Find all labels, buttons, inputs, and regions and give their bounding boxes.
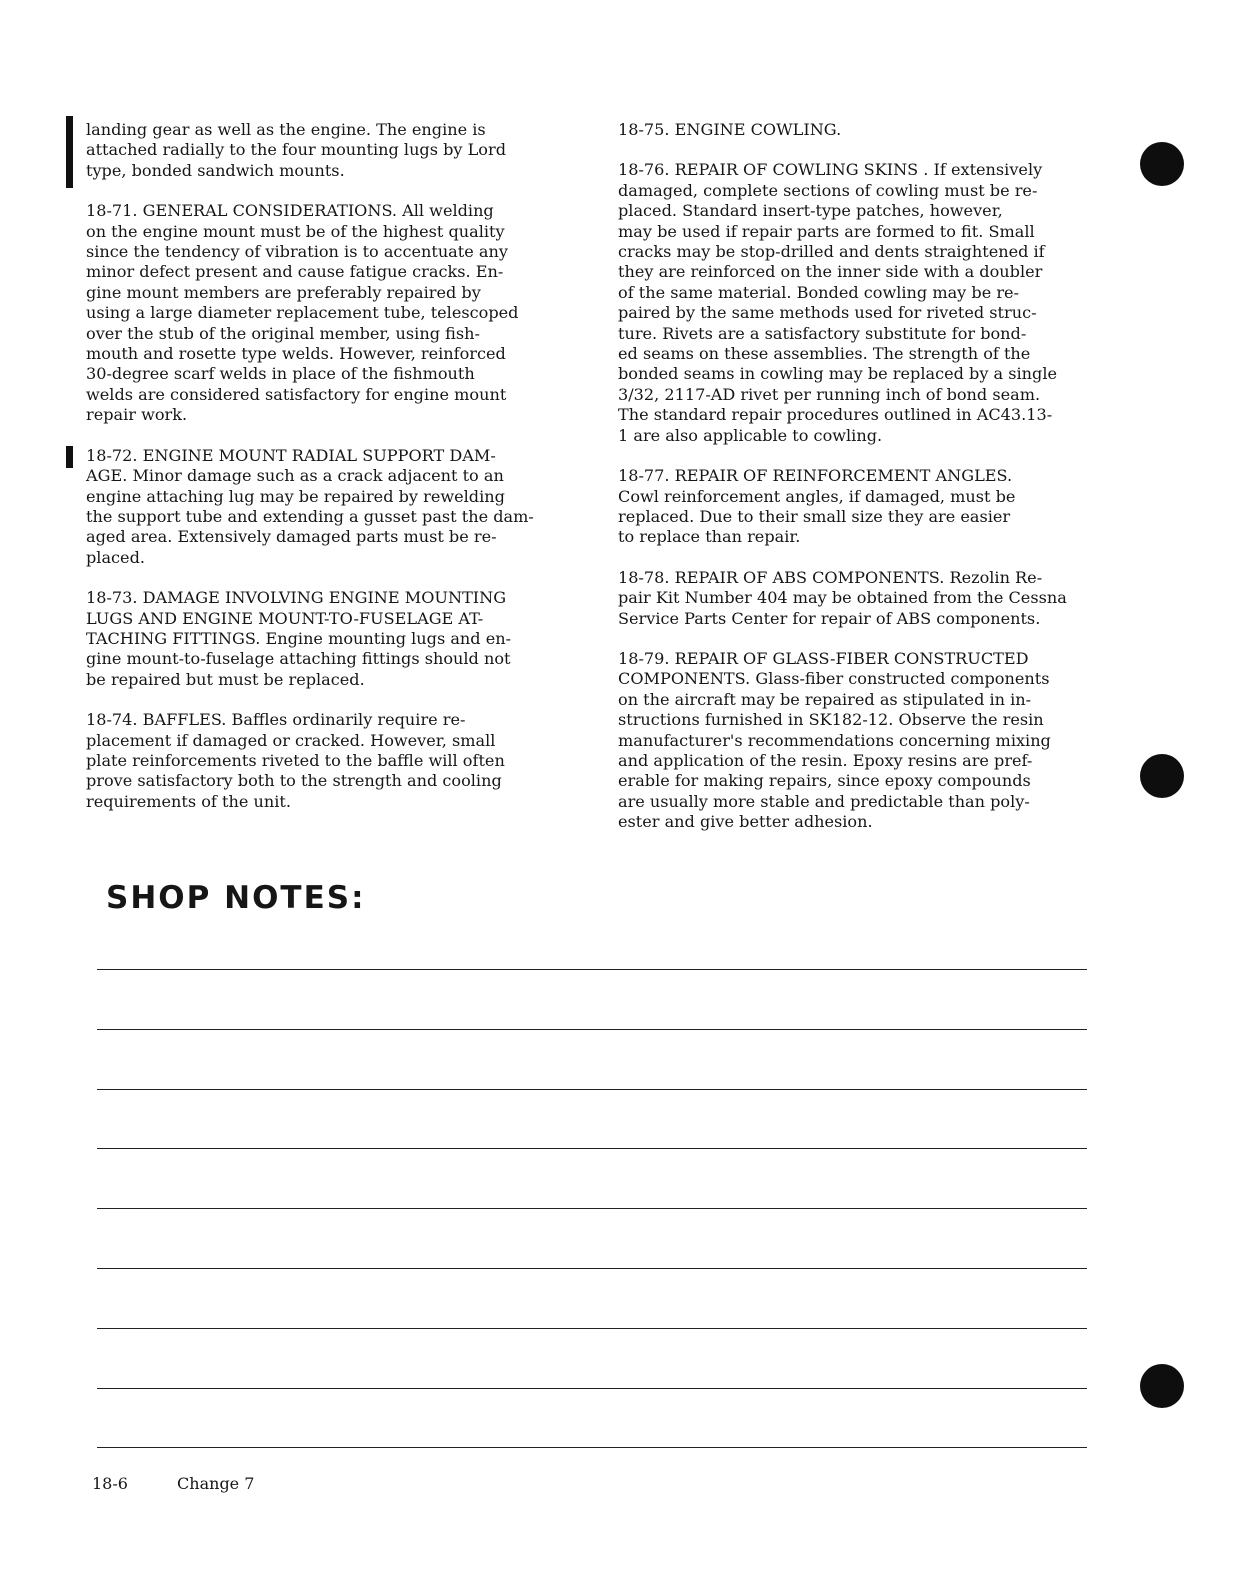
paragraph-18-77: 18-77. REPAIR OF REINFORCEMENT ANGLES. Cowl reinforcement angles, if damaged, must be replaced. Due to their small size they are easier to replace than repair. — [618, 466, 1016, 547]
shop-notes-line — [97, 1089, 1087, 1090]
shop-notes-line — [97, 1388, 1087, 1389]
shop-notes-line — [97, 1208, 1087, 1209]
binder-hole-top — [1140, 142, 1184, 186]
paragraph-18-71: 18-71. GENERAL CONSIDERATIONS. All welding on the engine mount must be of the highest quality since the tendency of vibration is to accentuate any minor defect present and cause fatigue cracks. En- gine mount members are preferably repaired by using a large diameter replacement tube, telescoped over the stub of the original member, using fish- mouth and rosette type welds. However, reinforced 30-degree scarf welds in place of the fishmouth welds are considered satisfactory for engine mount repair work. — [86, 201, 519, 425]
change-bar-intro — [66, 116, 73, 188]
paragraph-18-72: 18-72. ENGINE MOUNT RADIAL SUPPORT DAM- AGE. Minor damage such as a crack adjacent to an engine attaching lug may be repaired by rewelding the support tube and extending a gusset past the dam- aged area. Extensively damaged parts must be re- placed. — [86, 445, 534, 567]
paragraph-18-73: 18-73. DAMAGE INVOLVING ENGINE MOUNTING LUGS AND ENGINE MOUNT-TO-FUSELAGE AT- TACHING FITTINGS. Engine mounting lugs and en- gine mount-to-fuselage attaching fittings should not be repaired but must be replaced. — [86, 588, 512, 689]
page-number: 18-6 — [92, 1474, 128, 1493]
binder-hole-bottom — [1140, 1364, 1184, 1408]
shop-notes-line — [97, 1148, 1087, 1149]
paragraph-intro: landing gear as well as the engine. The engine is attached radially to the four mounting lugs by Lord type, bonded sandwich mounts. — [86, 120, 506, 180]
shop-notes-line — [97, 969, 1087, 970]
paragraph-18-76: 18-76. REPAIR OF COWLING SKINS . If extensively damaged, complete sections of cowling must be re- placed. Standard insert-type patches, however, may be used if repair parts are formed to fit. Small cracks may be stop-drilled and dents straightened if they are reinforced on the inner side with a doubler of the same material. Bonded cowling may be re- paired by the same methods used for riveted struc- ture. Rivets are a satisfactory substitute for bond- ed seams on these assemblies. The strength of the bonded seams in cowling may be replaced by a single 3/32, 2117-AD rivet per running inch of bond seam. The standard repair procedures outlined in AC43.13- 1 are also applicable to cowling. — [618, 160, 1057, 445]
paragraph-18-74: 18-74. BAFFLES. Baffles ordinarily require re- placement if damaged or cracked. However, small plate reinforcements riveted to the baffle will often prove satisfactory both to the strength and cooling requirements of the unit. — [86, 710, 505, 811]
change-number: Change 7 — [177, 1474, 255, 1493]
paragraph-18-75: 18-75. ENGINE COWLING. — [618, 120, 842, 139]
shop-notes-line — [97, 1029, 1087, 1030]
right-column — [618, 120, 1118, 853]
shop-notes-title: SHOP NOTES: — [106, 880, 366, 916]
shop-notes-line — [97, 1447, 1087, 1448]
shop-notes-line — [97, 1328, 1087, 1329]
change-bar-18-72 — [66, 446, 73, 468]
shop-notes-line — [97, 1268, 1087, 1269]
paragraph-18-78: 18-78. REPAIR OF ABS COMPONENTS. Rezolin Re- pair Kit Number 404 may be obtained from the Cessna Service Parts Center for repair of ABS components. — [618, 567, 1067, 628]
binder-hole-middle — [1140, 754, 1184, 798]
paragraph-18-79: 18-79. REPAIR OF GLASS-FIBER CONSTRUCTED COMPONENTS. Glass-fiber constructed components on the aircraft may be repaired as stipulated in in- structions furnished in SK182-12. Observe the resin manufacturer's recommendations concerning mixing and application of the resin. Epoxy resins are pref- erable for making repairs, since epoxy compounds are usually more stable and predictable than poly- ester and give better adhesion. — [618, 648, 1051, 832]
page-footer — [92, 1474, 254, 1493]
left-column — [86, 120, 586, 832]
